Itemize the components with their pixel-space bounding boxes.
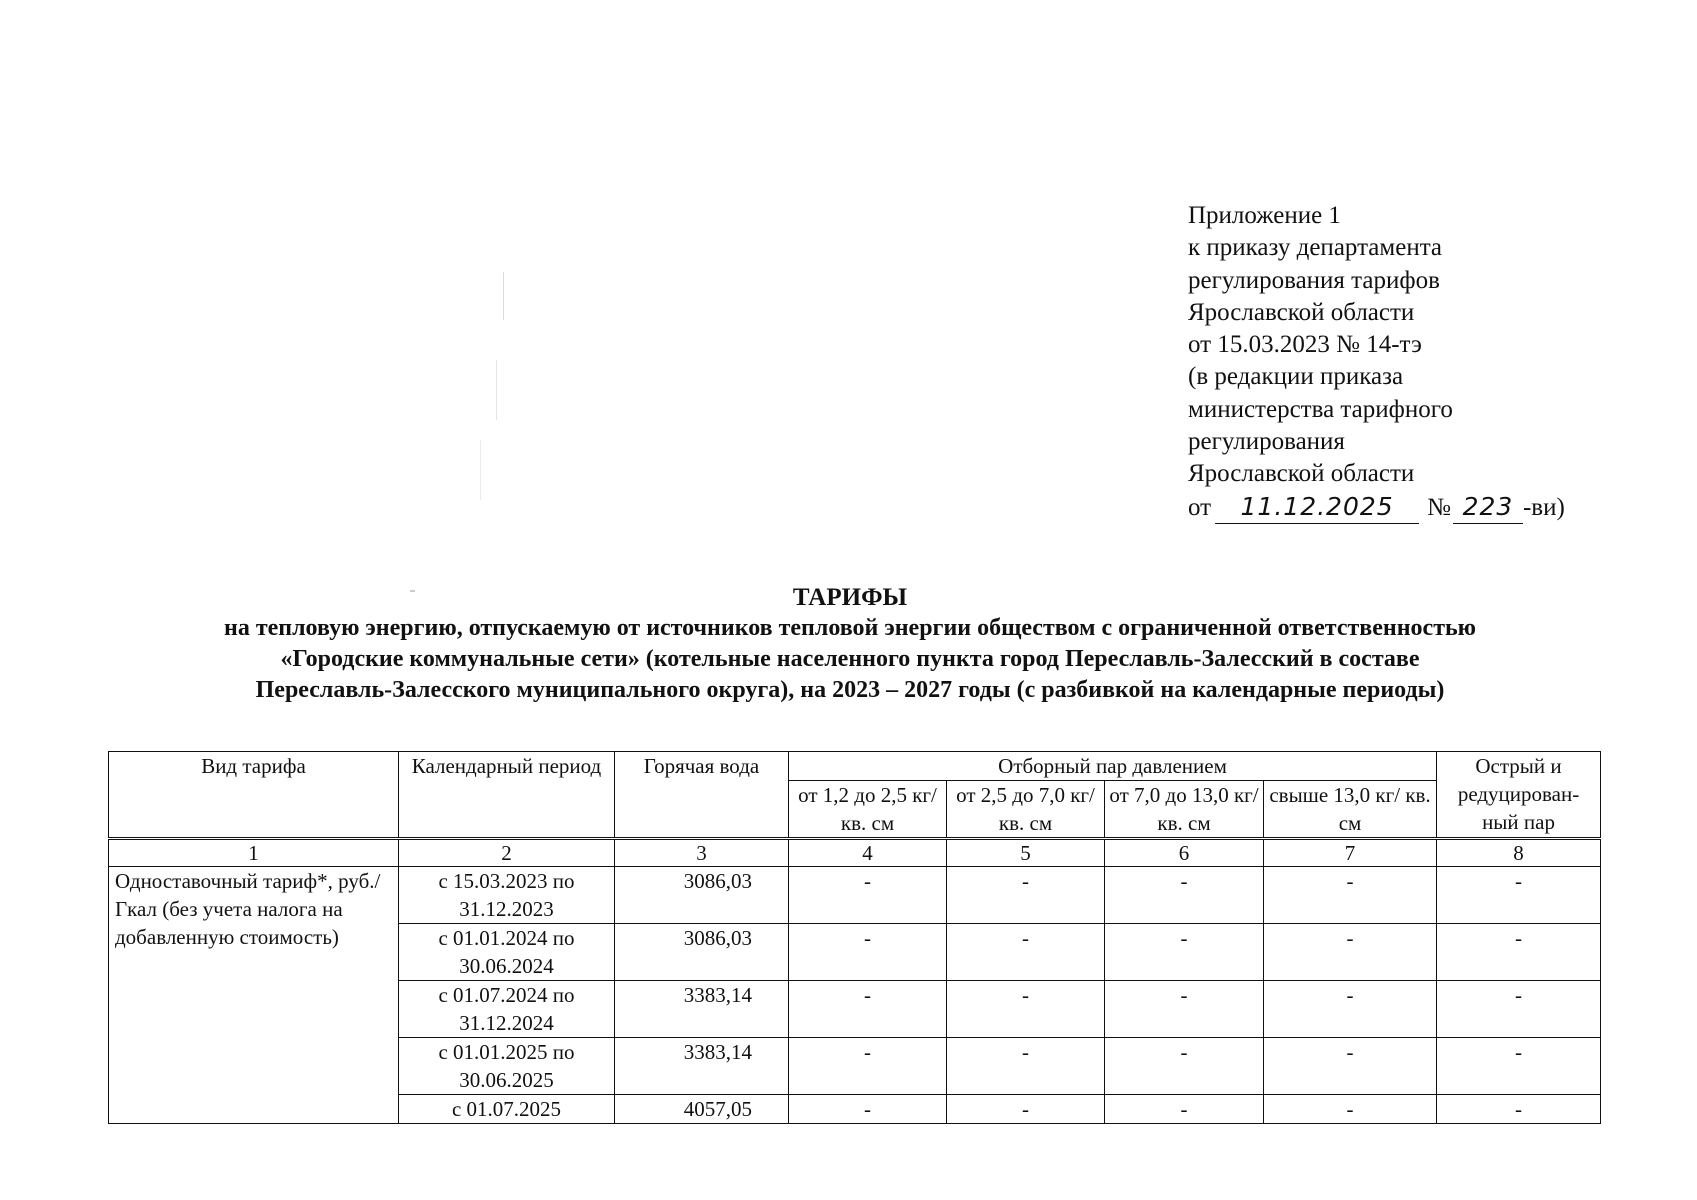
steam-2-value: - <box>947 867 1105 924</box>
steam-3-value: - <box>1105 1095 1264 1124</box>
steam-1-value: - <box>789 924 947 981</box>
steam-1-value: - <box>789 981 947 1038</box>
document-title-block <box>100 582 1600 706</box>
appendix-line: регулирования тарифов <box>1188 266 1440 294</box>
header-tariff-type: Вид тарифа <box>109 752 399 839</box>
order-number-sign: № <box>1427 493 1451 521</box>
appendix-line: (в редакции приказа <box>1188 363 1404 391</box>
period-cell: с 01.07.2025 <box>399 1095 615 1124</box>
sharp-steam-value: - <box>1437 1095 1601 1124</box>
appendix-line: Приложение 1 <box>1188 202 1341 229</box>
sharp-steam-value: - <box>1437 924 1601 981</box>
column-number: 2 <box>399 839 615 867</box>
steam-1-value: - <box>789 867 947 924</box>
header-steam-3: от 7,0 до 13,0 кг/ кв. см <box>1105 781 1264 839</box>
header-hot-water: Горячая вода <box>615 752 789 839</box>
table-header-row <box>109 752 1601 781</box>
document-title: ТАРИФЫ <box>792 584 908 611</box>
steam-3-value: - <box>1105 981 1264 1038</box>
steam-3-value: - <box>1105 924 1264 981</box>
hot-water-value: 3086,03 <box>615 867 789 924</box>
steam-2-value: - <box>947 1038 1105 1095</box>
column-number: 5 <box>947 839 1105 867</box>
appendix-block <box>1188 200 1565 524</box>
column-number: 1 <box>109 839 399 867</box>
period-cell: с 01.07.2024 по 31.12.2024 <box>399 981 615 1038</box>
sharp-steam-value: - <box>1437 867 1601 924</box>
order-signature-line <box>1188 491 1565 524</box>
document-subtitle-line: Переславль-Залесского муниципального округа), на 2023 – 2027 годы (с разбивкой на календарные периоды) <box>255 677 1445 703</box>
appendix-line: регулирования <box>1188 428 1345 456</box>
column-number: 3 <box>615 839 789 867</box>
steam-4-value: - <box>1264 1095 1437 1124</box>
steam-3-value: - <box>1105 1038 1264 1095</box>
column-number-row <box>109 839 1601 867</box>
header-steam-group: Отборный пар давлением <box>789 752 1437 781</box>
steam-1-value: - <box>789 1095 947 1124</box>
hot-water-value: 3086,03 <box>615 924 789 981</box>
steam-2-value: - <box>947 1095 1105 1124</box>
header-sharp-steam: Острый и редуцирован-ный пар <box>1437 752 1601 839</box>
period-cell: с 01.01.2024 по 30.06.2024 <box>399 924 615 981</box>
appendix-line: от 15.03.2023 № 14-тэ <box>1188 331 1422 359</box>
period-cell: с 15.03.2023 по 31.12.2023 <box>399 867 615 924</box>
steam-4-value: - <box>1264 981 1437 1038</box>
hot-water-value: 3383,14 <box>615 981 789 1038</box>
scan-artifact <box>503 272 504 320</box>
steam-4-value: - <box>1264 867 1437 924</box>
document-subtitle-line: на тепловую энергию, отпускаемую от источников тепловой энергии обществом с ограниченной ответственностью <box>223 615 1477 641</box>
document-subtitle-line: «Городские коммунальные сети» (котельные населенного пункта город Переславль-Залесский в составе <box>280 646 1420 672</box>
scan-artifact <box>496 360 497 420</box>
column-number: 8 <box>1437 839 1601 867</box>
appendix-line: Ярославской области <box>1188 298 1415 326</box>
sharp-steam-value: - <box>1437 1038 1601 1095</box>
handwritten-order-number: 223 <box>1453 491 1523 524</box>
table-row <box>109 867 1601 924</box>
sharp-steam-value: - <box>1437 981 1601 1038</box>
header-steam-1: от 1,2 до 2,5 кг/ кв. см <box>789 781 947 839</box>
column-number: 7 <box>1264 839 1437 867</box>
appendix-line: Ярославской области <box>1188 460 1415 488</box>
hot-water-value: 4057,05 <box>615 1095 789 1124</box>
hot-water-value: 3383,14 <box>615 1038 789 1095</box>
appendix-line: к приказу департамента <box>1188 234 1443 262</box>
handwritten-order-date: 11.12.2025 <box>1215 491 1419 524</box>
header-calendar-period: Календарный период <box>399 752 615 839</box>
scan-artifact <box>410 590 415 592</box>
scan-artifact <box>480 440 481 500</box>
order-prefix: от <box>1188 493 1212 521</box>
steam-3-value: - <box>1105 867 1264 924</box>
steam-4-value: - <box>1264 1038 1437 1095</box>
tariff-type-label: Одноставочный тариф*, руб./Гкал (без учета налога на добавленную стоимость) <box>109 867 399 1124</box>
header-steam-2: от 2,5 до 7,0 кг/ кв. см <box>947 781 1105 839</box>
order-suffix: -ви) <box>1522 493 1565 521</box>
steam-2-value: - <box>947 924 1105 981</box>
tariffs-table <box>108 751 1601 1124</box>
period-cell: с 01.01.2025 по 30.06.2025 <box>399 1038 615 1095</box>
appendix-line: министерства тарифного <box>1188 395 1453 423</box>
column-number: 4 <box>789 839 947 867</box>
steam-4-value: - <box>1264 924 1437 981</box>
steam-2-value: - <box>947 981 1105 1038</box>
steam-1-value: - <box>789 1038 947 1095</box>
header-steam-4: свыше 13,0 кг/ кв. см <box>1264 781 1437 839</box>
column-number: 6 <box>1105 839 1264 867</box>
